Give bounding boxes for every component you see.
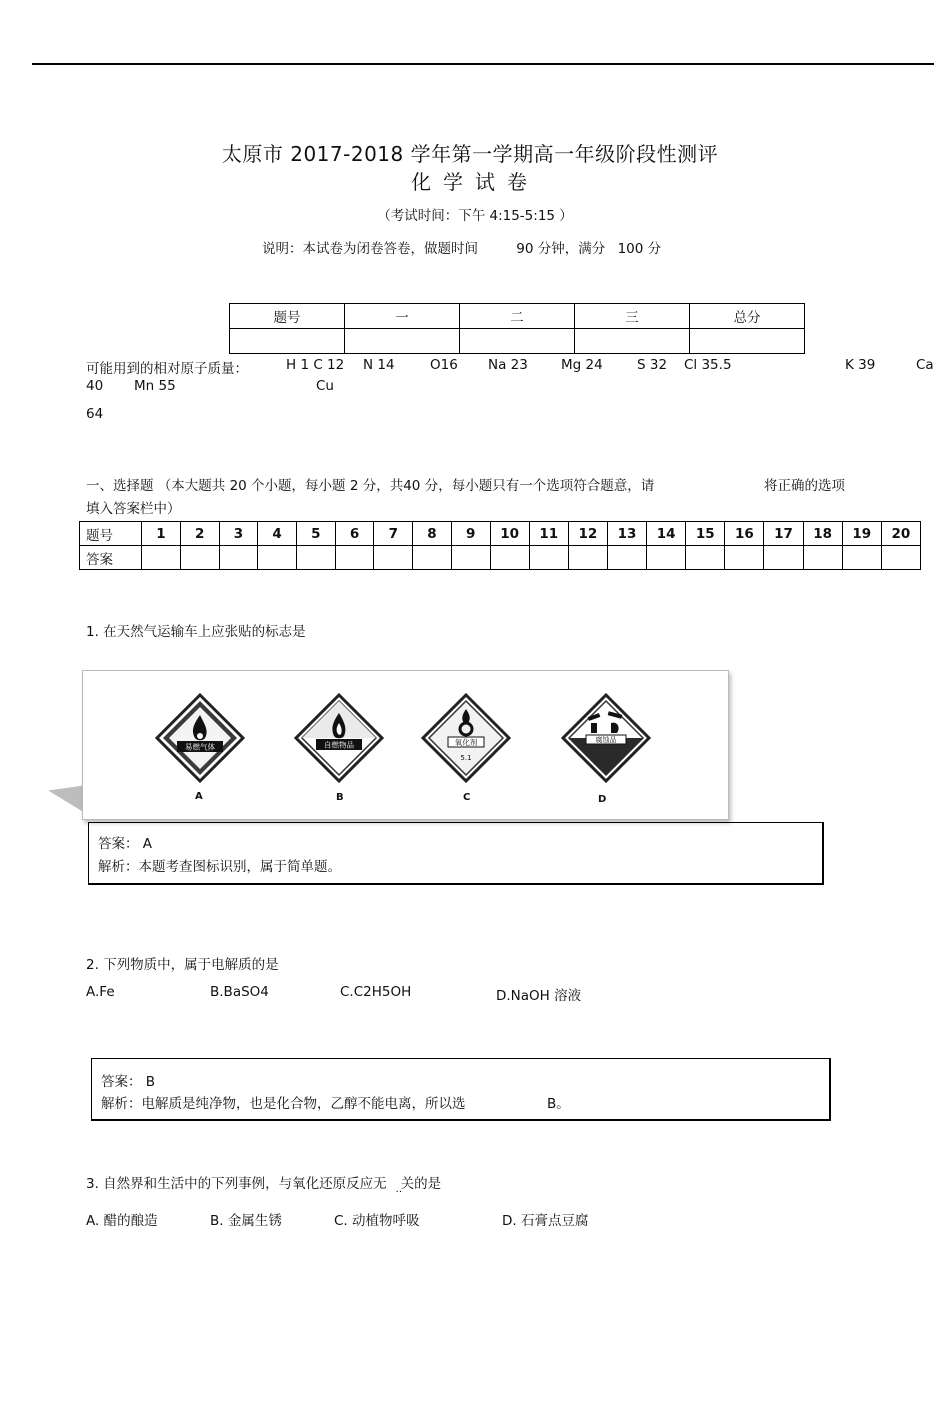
score-cell[interactable] <box>460 329 575 354</box>
q3-option-d[interactable]: D. 石膏点豆腐 <box>502 1213 589 1229</box>
score-header-cell: 总分 <box>690 304 805 329</box>
answer-cell[interactable] <box>725 546 764 570</box>
q3-option-b[interactable]: B. 金属生锈 <box>210 1213 282 1229</box>
q3-emphasis-text: 关 <box>400 1176 415 1192</box>
atomic-mass-item: K 39 <box>845 357 876 373</box>
score-cell[interactable] <box>345 329 460 354</box>
sign-b-letter: B <box>336 792 344 803</box>
answer-cell[interactable] <box>842 546 881 570</box>
flammable-gas-sign <box>155 693 245 783</box>
atomic-mass-item: Mg 24 <box>561 357 603 373</box>
score-table-header <box>230 304 805 329</box>
answer-cell[interactable] <box>219 546 258 570</box>
question-number-cell: 4 <box>258 522 297 546</box>
question-number-cell: 20 <box>881 522 920 546</box>
answer-cell[interactable] <box>686 546 725 570</box>
q1-answer-box <box>88 822 824 885</box>
sign-d-label: 腐蚀品 <box>595 736 617 744</box>
score-header-cell: 题号 <box>230 304 345 329</box>
answer-row-label: 答案 <box>80 546 142 570</box>
question-number-cell: 5 <box>296 522 335 546</box>
q2-option-b[interactable]: B.BaSO4 <box>210 984 269 1000</box>
oxidizer-sign <box>421 693 511 783</box>
question-number-cell: 3 <box>219 522 258 546</box>
question-number-cell: 16 <box>725 522 764 546</box>
score-cell[interactable] <box>575 329 690 354</box>
q1-stem: 1. 在天然气运输车上应张贴的标志是 <box>86 624 306 640</box>
note-score: 100 分 <box>617 241 662 257</box>
q3-emphasis-char <box>395 1176 415 1198</box>
score-table-blank-row <box>230 329 805 354</box>
q3-stem-text: 的是 <box>414 1176 442 1192</box>
score-header-cell: 三 <box>575 304 690 329</box>
sign-c-label: 氧化剂 <box>454 738 478 747</box>
top-rule <box>32 63 934 65</box>
exam-time: （考试时间：下午 4:15-5:15 ） <box>377 208 573 224</box>
section-1-text: 一、选择题 （本大题共 20 个小题，每小题 2 分，共40 分，每小题只有一个选项符合题意，请 <box>86 478 655 494</box>
atomic-mass-item: S 32 <box>637 357 668 373</box>
q3-option-c[interactable]: C. 动植物呼吸 <box>334 1213 420 1229</box>
q3-stem-text: 3. 自然界和生活中的下列事例，与氧化还原反应无 <box>86 1176 387 1192</box>
atomic-mass-item: N 14 <box>363 357 395 373</box>
score-header-cell: 二 <box>460 304 575 329</box>
answer-cell[interactable] <box>764 546 803 570</box>
question-number-cell: 2 <box>180 522 219 546</box>
hazard-signs-image <box>82 670 729 820</box>
q2-analysis-choice: B。 <box>547 1096 570 1112</box>
atomic-mass-item: 40 <box>86 378 104 394</box>
image-shadow <box>48 786 86 818</box>
q2-answer-box <box>91 1058 831 1121</box>
atomic-mass-item: 64 <box>86 406 104 422</box>
sign-d-letter: D <box>598 794 607 805</box>
question-number-cell: 1 <box>142 522 181 546</box>
question-number-cell: 15 <box>686 522 725 546</box>
corrosive-sign <box>561 693 651 783</box>
q1-analysis: 解析：本题考查图标识别，属于简单题。 <box>98 859 341 875</box>
answer-table <box>79 521 921 570</box>
answer-cell[interactable] <box>803 546 842 570</box>
atomic-mass-item: Cl 35.5 <box>684 357 732 373</box>
q2-answer: 答案： B <box>101 1074 156 1090</box>
emphasis-dots: ·· <box>395 1187 403 1198</box>
question-number-cell: 9 <box>451 522 490 546</box>
atomic-mass-item: Mn 55 <box>134 378 176 394</box>
answer-cell[interactable] <box>258 546 297 570</box>
answer-cell[interactable] <box>607 546 646 570</box>
answer-table-answer-row <box>80 546 921 570</box>
atomic-mass-item: O16 <box>430 357 458 373</box>
sign-c-letter: C <box>463 792 471 803</box>
answer-cell[interactable] <box>374 546 413 570</box>
answer-row-label: 题号 <box>80 522 142 546</box>
question-number-cell: 10 <box>490 522 529 546</box>
question-number-cell: 8 <box>413 522 452 546</box>
q3-stem <box>86 1172 442 1198</box>
atomic-mass-label: 可能用到的相对原子质量： <box>86 361 248 377</box>
question-number-cell: 18 <box>803 522 842 546</box>
answer-cell[interactable] <box>180 546 219 570</box>
q2-option-c[interactable]: C.C2H5OH <box>340 984 412 1000</box>
question-number-cell: 17 <box>764 522 803 546</box>
answer-cell[interactable] <box>296 546 335 570</box>
question-number-cell: 14 <box>647 522 686 546</box>
answer-cell[interactable] <box>142 546 181 570</box>
section-1-text: 填入答案栏中） <box>86 501 181 517</box>
note-minutes: 90 分钟，满分 <box>516 241 606 257</box>
q2-analysis: 解析：电解质是纯净物，也是化合物，乙醇不能电离，所以选 <box>101 1096 466 1112</box>
answer-cell[interactable] <box>335 546 374 570</box>
question-number-cell: 19 <box>842 522 881 546</box>
sign-a-label: 易燃气体 <box>185 742 215 752</box>
answer-table-number-row <box>80 522 921 546</box>
atomic-mass-item: Cu <box>316 378 334 394</box>
q2-option-a[interactable]: A.Fe <box>86 984 115 1000</box>
sign-a-letter: A <box>195 791 203 802</box>
note-prefix: 说明：本试卷为闭卷答卷，做题时间 <box>262 241 478 257</box>
spontaneous-combustion-sign <box>294 693 384 783</box>
score-table <box>229 303 805 354</box>
atomic-mass-item: Na 23 <box>488 357 528 373</box>
answer-cell[interactable] <box>529 546 568 570</box>
answer-cell[interactable] <box>568 546 607 570</box>
score-cell[interactable] <box>230 329 345 354</box>
question-number-cell: 12 <box>568 522 607 546</box>
answer-cell[interactable] <box>413 546 452 570</box>
exam-note <box>262 237 661 257</box>
q3-option-a[interactable]: A. 醋的酿造 <box>86 1213 158 1229</box>
sign-b-label: 自燃物品 <box>324 740 354 750</box>
section-1-text: 将正确的选项 <box>764 478 845 494</box>
answer-cell[interactable] <box>490 546 529 570</box>
exam-title: 太原市 2017-2018 学年第一学期高一年级阶段性测评 <box>221 142 719 166</box>
atomic-mass-item: Ca <box>916 357 934 373</box>
q2-option-d[interactable]: D.NaOH 溶液 <box>496 988 582 1004</box>
atomic-mass-item: H 1 C 12 <box>286 357 345 373</box>
sign-c-class: 5.1 <box>460 754 472 762</box>
q2-stem: 2. 下列物质中，属于电解质的是 <box>86 957 279 973</box>
question-number-cell: 7 <box>374 522 413 546</box>
score-header-cell: 一 <box>345 304 460 329</box>
question-number-cell: 6 <box>335 522 374 546</box>
exam-subtitle: 化学试卷 <box>411 170 539 194</box>
question-number-cell: 13 <box>607 522 646 546</box>
answer-cell[interactable] <box>881 546 920 570</box>
answer-cell[interactable] <box>451 546 490 570</box>
q1-answer: 答案： A <box>98 836 153 852</box>
question-number-cell: 11 <box>529 522 568 546</box>
answer-cell[interactable] <box>647 546 686 570</box>
score-cell[interactable] <box>690 329 805 354</box>
